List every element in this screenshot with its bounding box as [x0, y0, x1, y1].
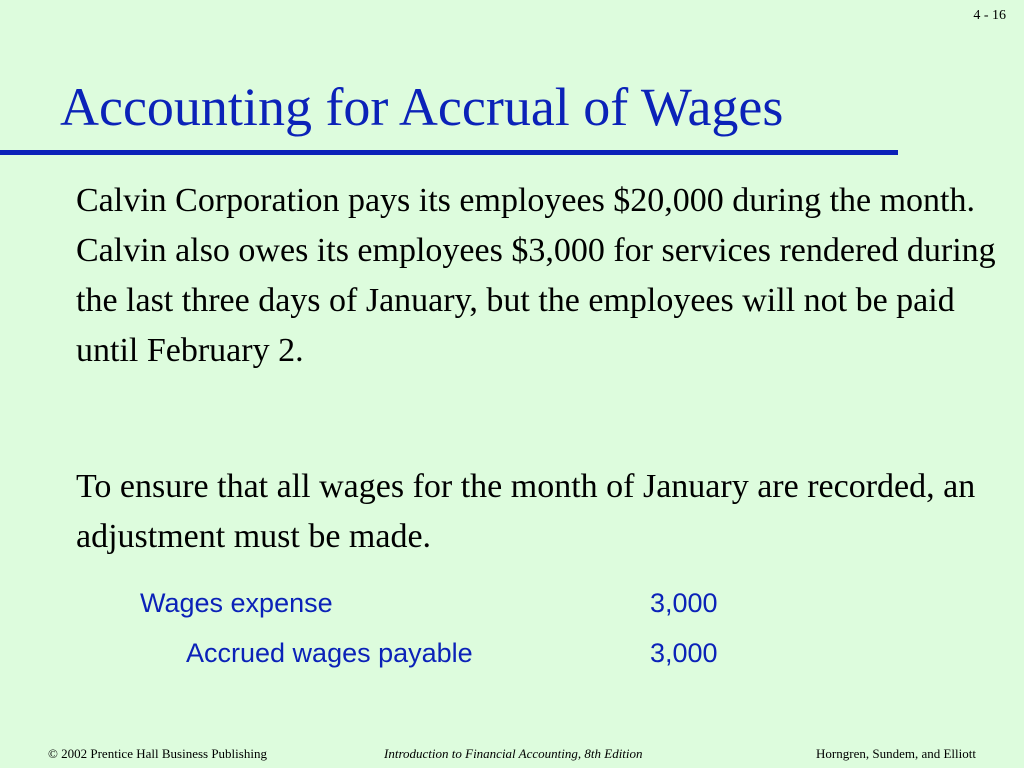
footer-copyright: © 2002 Prentice Hall Business Publishing [48, 746, 267, 761]
journal-debit-amount: 3,000 [650, 588, 718, 618]
body-paragraph-1: Calvin Corporation pays its employees $20,000 during the month. Calvin also owes its employees $3,000 for services rendered during the last three days of January, but the employees will not be paid until February 2. [76, 182, 996, 369]
journal-entry [140, 588, 740, 688]
journal-debit-account: Wages expense [140, 588, 333, 618]
footer-book-title: Introduction to Financial Accounting, 8th Edition [384, 746, 643, 761]
title-underline [0, 150, 898, 155]
slide-number: 4 - 16 [973, 8, 1006, 23]
slide-title: Accounting for Accrual of Wages [60, 77, 784, 137]
footer-authors: Horngren, Sundem, and Elliott [816, 746, 976, 761]
journal-credit-account: Accrued wages payable [186, 638, 473, 668]
journal-row-credit [140, 638, 740, 688]
body-paragraph-2: To ensure that all wages for the month of January are recorded, an adjustment must be made. [76, 468, 976, 555]
journal-credit-amount: 3,000 [650, 638, 718, 668]
journal-row-debit [140, 588, 740, 638]
